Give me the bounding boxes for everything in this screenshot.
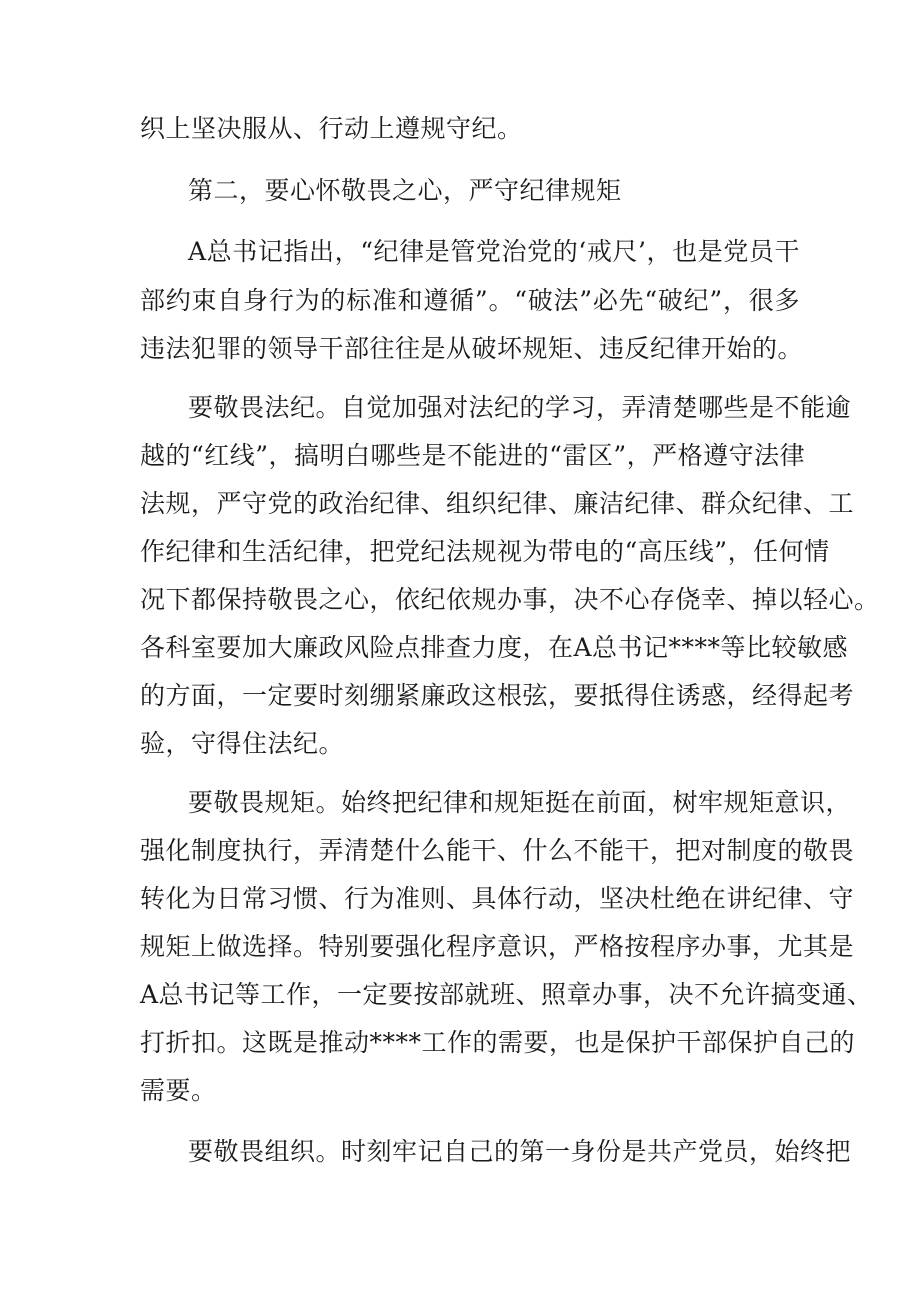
text-line-4: 部约束自身行为的标准和遵循”。“破法”必先“破纪”，很多 [140,286,800,315]
text-line-20: 需要。 [140,1076,217,1105]
text-line-19: 打折扣。这既是推动****工作的需要，也是保护干部保护自己的 [140,1028,856,1057]
text-line-1: 织上坚决服从、行动上遵规守纪。 [140,114,523,143]
text-line-18: A总书记等工作，一定要按部就班、照章办事，决不允许搞变通、 [140,980,873,1009]
text-line-13: 验，守得住法纪。 [140,729,345,758]
text-line-21: 要敬畏组织。时刻牢记自己的第一身份是共产党员，始终把 [188,1137,852,1166]
text-line-17: 规矩上做选择。特别要强化程序意识，严格按程序办事，尤其是 [140,932,855,961]
text-line-6: 要敬畏法纪。自觉加强对法纪的学习，弄清楚哪些是不能逾 [188,393,852,422]
text-line-9: 作纪律和生活纪律，把党纪法规视为带电的“高压线”，任何情 [140,537,830,566]
text-line-10: 况下都保持敬畏之心，依纪依规办事，决不心存侥幸、掉以轻心。 [140,585,880,614]
text-line-7: 越的“红线”，搞明白哪些是不能进的“雷区”，严格遵守法律 [140,441,806,470]
text-line-14: 要敬畏规矩。始终把纪律和规矩挺在前面，树牢规矩意识， [188,788,852,817]
text-line-5: 违法犯罪的领导干部往往是从破坏规矩、违反纪律开始的。 [140,334,804,363]
text-line-8: 法规，严守党的政治纪律、组织纪律、廉洁纪律、群众纪律、工 [140,489,855,518]
text-line-16: 转化为日常习惯、行为准则、具体行动，坚决杜绝在讲纪律、守 [140,884,855,913]
text-line-11: 各科室要加大廉政风险点排查力度，在A总书记****等比较敏感 [140,633,849,662]
text-line-15: 强化制度执行，弄清楚什么能干、什么不能干，把对制度的敬畏 [140,836,855,865]
section-heading: 第二，要心怀敬畏之心，严守纪律规矩 [188,176,622,205]
text-line-12: 的方面，一定要时刻绷紧廉政这根弦，要抵得住诱惑，经得起考 [140,681,855,710]
text-line-3: A总书记指出，“纪律是管党治党的‘戒尺’，也是党员干 [188,237,800,266]
